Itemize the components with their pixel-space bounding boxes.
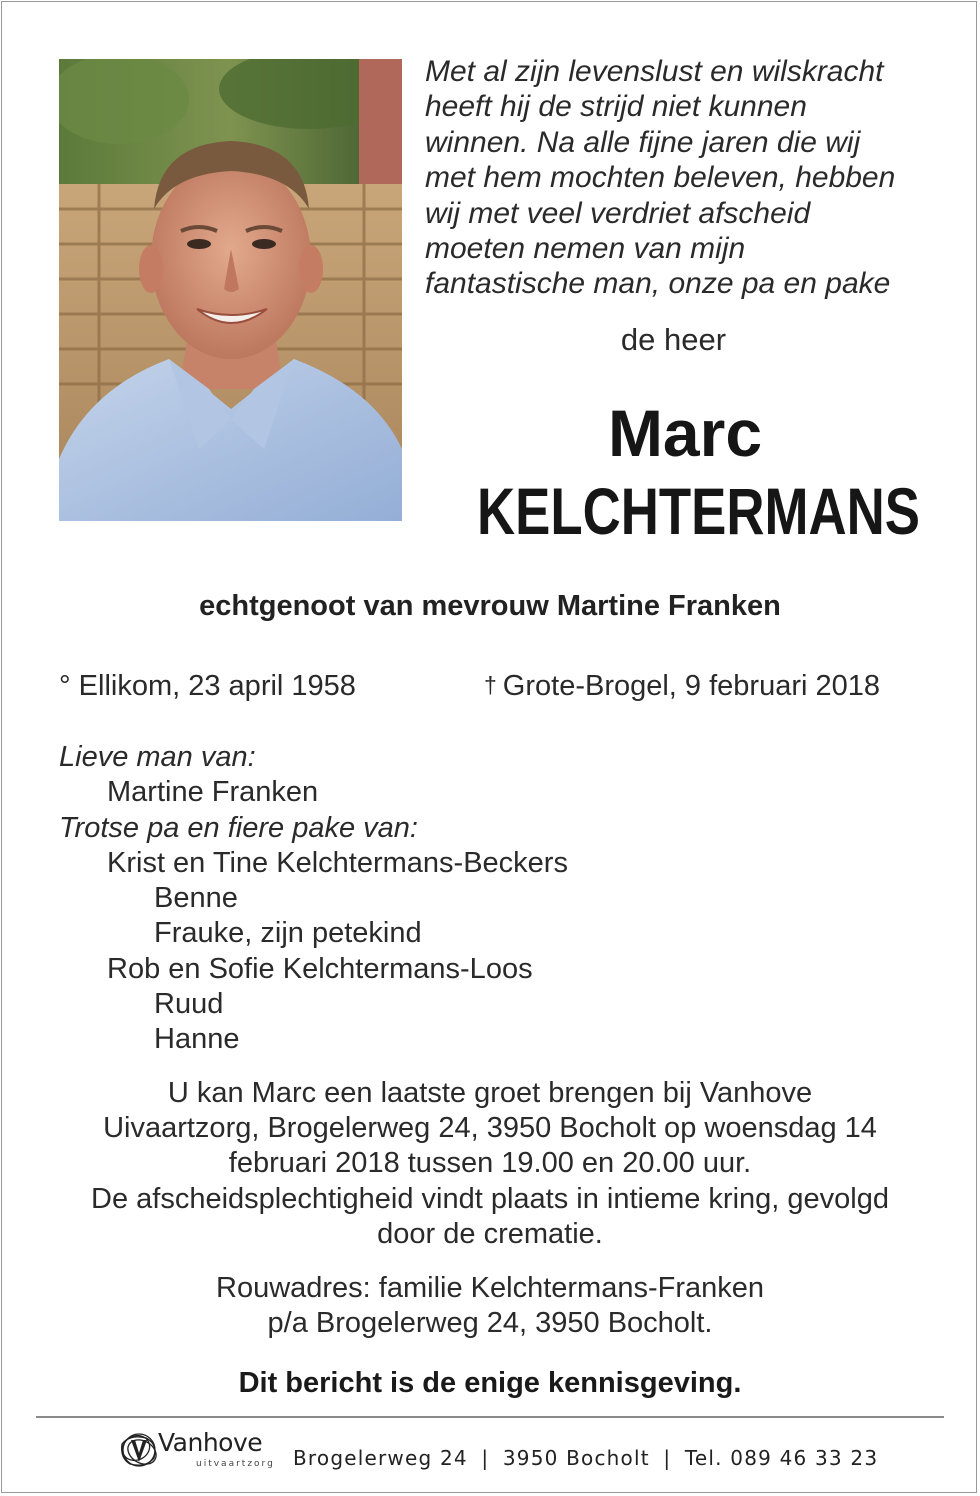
intro-line: Met al zijn levenslust en wilskracht (425, 55, 884, 88)
intro-line: fantastische man, onze pa en pake (425, 267, 891, 301)
footer-phone: Tel. 089 46 33 23 (684, 1446, 879, 1470)
birth-date (59, 670, 356, 703)
birth-symbol: ° (59, 670, 71, 702)
footer-contact (293, 1446, 878, 1470)
intro-line: met hem mochten beleven, hebben (425, 161, 896, 195)
intro-line: moeten nemen van mijn (425, 232, 746, 266)
vanhove-v-logo-icon (116, 1430, 162, 1470)
family-wife: Martine Franken (107, 776, 319, 809)
first-name: Marc (607, 396, 763, 470)
family-heading-wife: Lieve man van: (59, 741, 256, 773)
intro-line: heeft hij de strijd niet kunnen (425, 90, 807, 124)
footer-street: Brogelerweg 24 (293, 1446, 468, 1470)
intro-line: winnen. Na alle fijne jaren die wij (425, 125, 861, 159)
notice-line: Dit bericht is de enige kennisgeving. (238, 1367, 742, 1399)
address-line: p/a Brogelerweg 24, 3950 Bocholt. (267, 1307, 713, 1340)
salutation: de heer (620, 322, 727, 357)
address-line: Rouwadres: familie Kelchtermans-Franken (216, 1272, 764, 1304)
death-text: Grote-Brogel, 9 februari 2018 (502, 670, 881, 702)
last-name: KELCHTERMANS (477, 474, 920, 548)
death-date (484, 670, 880, 703)
visit-line: februari 2018 tussen 19.00 en 20.00 uur. (228, 1147, 752, 1180)
intro-line: wij met veel verdriet afscheid (425, 196, 811, 230)
intro-text (425, 54, 945, 302)
spouse-line: echtgenoot van mevrouw Martine Franken (199, 590, 781, 622)
portrait-photo (59, 59, 402, 521)
visit-line: De afscheidsplechtigheid vindt plaats in intieme kring, gevolgd (91, 1182, 889, 1215)
family-child: Krist en Tine Kelchtermans-Beckers (107, 846, 568, 879)
visit-line: door de crematie. (377, 1217, 603, 1250)
footer-separator: | (481, 1446, 490, 1470)
family-grandchild: Benne (154, 882, 238, 915)
footer-divider (36, 1416, 944, 1418)
family-grandchild: Frauke, zijn petekind (154, 917, 422, 950)
cross-icon: † (484, 672, 497, 698)
family-heading-children: Trotse pa en fiere pake van: (59, 811, 418, 844)
footer-separator: | (663, 1446, 672, 1470)
visit-line: U kan Marc een laatste groet brengen bij Vanhove (167, 1077, 813, 1109)
family-child: Rob en Sofie Kelchtermans-Loos (107, 952, 533, 985)
family-list (59, 740, 568, 1058)
logo-name: Vanhove (158, 1428, 263, 1457)
logo-subtitle: uitvaartzorg (196, 1459, 275, 1469)
mourning-address (0, 1271, 980, 1341)
family-grandchild: Ruud (154, 988, 224, 1021)
visitation-info (0, 1076, 980, 1252)
birth-text: Ellikom, 23 april 1958 (78, 670, 356, 702)
footer-city: 3950 Bocholt (502, 1446, 650, 1470)
deceased-name (425, 394, 945, 550)
visit-line: Uivaartzorg, Brogelerweg 24, 3950 Bocholt op woensdag 14 (103, 1112, 877, 1145)
family-grandchild: Hanne (154, 1023, 240, 1056)
